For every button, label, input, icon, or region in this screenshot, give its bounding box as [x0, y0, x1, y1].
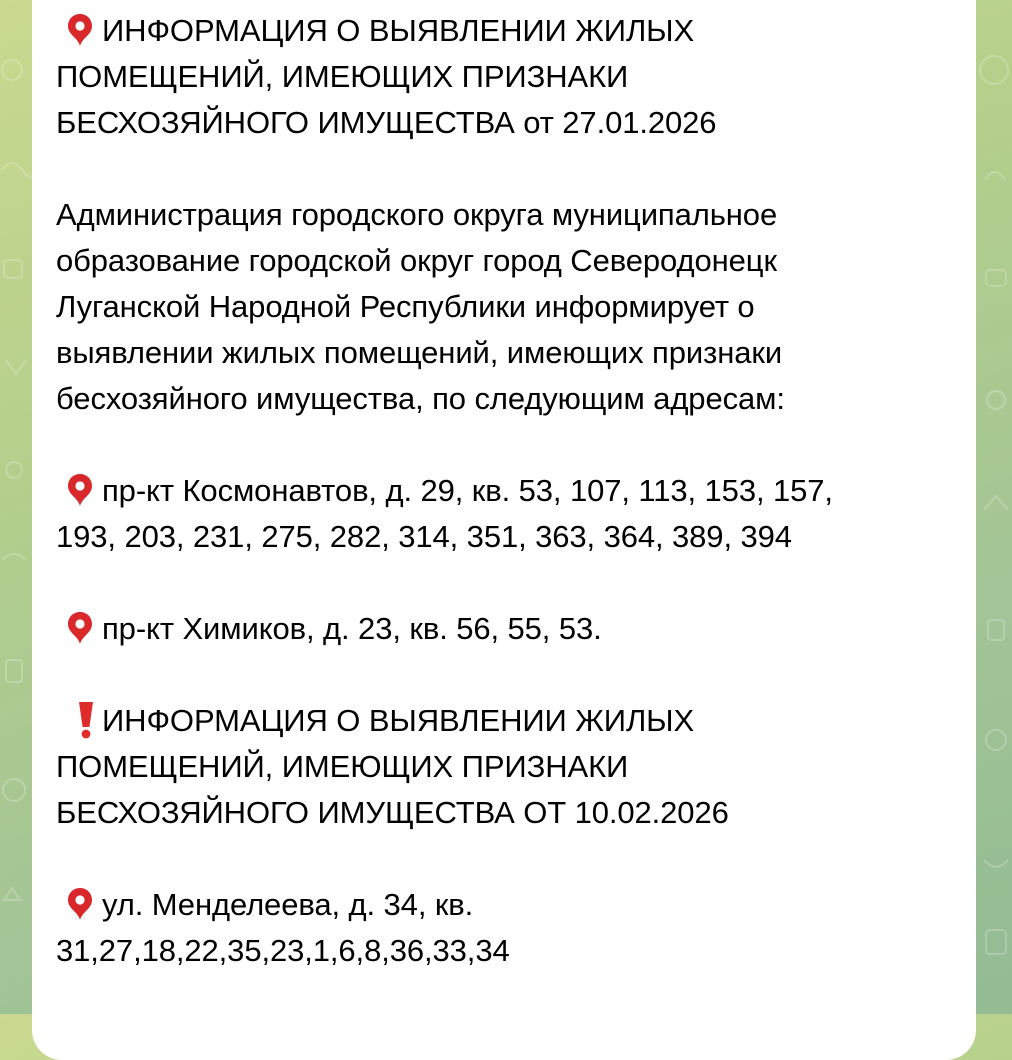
heading-1-line-3: БЕСХОЗЯЙНОГО ИМУЩЕСТВА от 27.01.2026 — [56, 105, 717, 140]
heading-2-line-3: БЕСХОЗЯЙНОГО ИМУЩЕСТВА ОТ 10.02.2026 — [56, 795, 729, 830]
address-2-line-1 — [56, 606, 966, 652]
spacer — [56, 836, 966, 882]
heading-2-line-1 — [56, 698, 966, 744]
paragraph-line-2: образование городской округ город Северодонецк — [56, 243, 777, 278]
paragraph-line-1: Администрация городского округа муниципальное — [56, 197, 778, 232]
map-pin-icon — [66, 13, 94, 47]
address-1-line-1 — [56, 468, 966, 514]
exclamation-icon — [74, 700, 98, 740]
map-pin-icon — [66, 473, 94, 507]
address-1-line-2: 193, 203, 231, 275, 282, 314, 351, 363, 364, 389, 394 — [56, 519, 792, 554]
address-2-text: пр-кт Химиков, д. 23, кв. 56, 55, 53. — [102, 611, 602, 646]
paragraph-line-4: выявлении жилых помещений, имеющих признаки — [56, 335, 783, 370]
spacer — [56, 146, 966, 192]
map-pin-icon — [66, 611, 94, 645]
heading-2-line-2: ПОМЕЩЕНИЙ, ИМЕЮЩИХ ПРИЗНАКИ — [56, 749, 629, 784]
spacer — [56, 652, 966, 698]
message-bubble[interactable] — [32, 0, 976, 1060]
heading-2-text: ИНФОРМАЦИЯ О ВЫЯВЛЕНИИ ЖИЛЫХ — [102, 703, 695, 738]
address-1-text: пр-кт Космонавтов, д. 29, кв. 53, 107, 113, 153, 157, — [102, 473, 833, 508]
map-pin-icon — [66, 887, 94, 921]
address-3-line-1 — [56, 882, 966, 928]
address-3-line-2: 31,27,18,22,35,23,1,6,8,36,33,34 — [56, 933, 510, 968]
heading-1-text: ИНФОРМАЦИЯ О ВЫЯВЛЕНИИ ЖИЛЫХ — [102, 13, 695, 48]
spacer — [56, 422, 966, 468]
address-3-text: ул. Менделеева, д. 34, кв. — [102, 887, 474, 922]
paragraph-line-3: Луганской Народной Республики информирует о — [56, 289, 755, 324]
heading-1-line-1 — [56, 8, 966, 54]
paragraph-line-5: бесхозяйного имущества, по следующим адресам: — [56, 381, 785, 416]
heading-1-line-2: ПОМЕЩЕНИЙ, ИМЕЮЩИХ ПРИЗНАКИ — [56, 59, 629, 94]
spacer — [56, 560, 966, 606]
message-text — [56, 8, 966, 974]
